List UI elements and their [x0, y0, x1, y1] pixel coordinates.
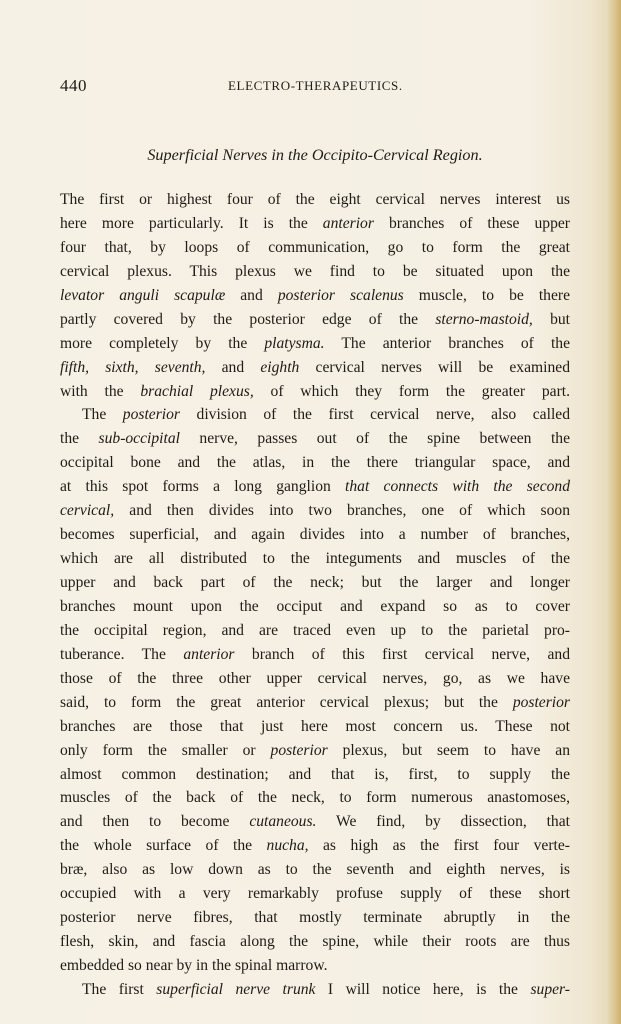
text-line	[60, 571, 570, 595]
text-run: said, to form the great anterior cervical plexus; but the	[60, 693, 513, 711]
text-line	[60, 882, 570, 906]
italic-term: fifth, sixth, seventh,	[60, 358, 206, 376]
text-line	[60, 380, 570, 404]
text-line	[60, 212, 570, 236]
text-run: at this spot forms a long ganglion	[60, 478, 346, 496]
text-run: more completely by the	[60, 334, 265, 352]
text-line	[60, 188, 570, 212]
text-run: as high as the first four verte-	[308, 837, 570, 855]
italic-term: brachial plexus,	[140, 382, 254, 400]
text-line	[60, 715, 570, 739]
running-head: ELECTRO-THERAPEUTICS.	[228, 78, 403, 93]
text-line	[60, 356, 570, 380]
text-line	[60, 595, 570, 619]
text-run: the occipital region, and are traced even up to the parietal pro-	[60, 621, 570, 639]
body-text	[60, 188, 570, 1002]
text-run: branches are those that just here most concern us. These not	[60, 717, 570, 735]
text-line	[60, 763, 570, 787]
text-run: and then to become	[60, 813, 250, 831]
text-line	[60, 332, 570, 356]
text-run: muscles of the back of the neck, to form numerous anastomoses,	[60, 789, 570, 807]
text-run: division of the first cervical nerve, also called	[179, 406, 570, 424]
text-run: branches mount upon the occiput and expand so as to cover	[60, 597, 570, 615]
text-run: The anterior branches of the	[324, 334, 570, 352]
text-run: We find, by dissection, that	[316, 813, 570, 831]
text-run: those of the three other upper cervical nerves, go, as we have	[60, 669, 570, 687]
text-run: tuberance. The	[60, 645, 184, 663]
italic-term: super-	[530, 980, 570, 998]
text-run: and then divides into two branches, one of which soon	[114, 502, 570, 520]
text-run: the	[60, 430, 99, 448]
text-line	[60, 499, 570, 523]
text-run: plexus, but seem to have an	[327, 741, 570, 759]
text-line	[60, 451, 570, 475]
text-run: occipital bone and the atlas, in the there triangular space, and	[60, 454, 570, 472]
page-number: 440	[60, 76, 87, 95]
italic-term: posterior	[122, 406, 180, 424]
text-line	[60, 930, 570, 954]
text-run: nerve, passes out of the spine between the	[179, 430, 570, 448]
text-run: embedded so near by in the spinal marrow.	[60, 957, 328, 974]
text-run: upper and back part of the neck; but the larger and longer	[60, 574, 570, 591]
section-title: Superficial Nerves in the Occipito-Cervical Region.	[147, 146, 483, 164]
italic-term: cutaneous.	[249, 813, 317, 831]
text-line	[60, 667, 570, 691]
text-run: cervical nerves will be examined	[299, 358, 570, 376]
text-run: only form the smaller or	[60, 741, 271, 759]
text-line	[60, 810, 570, 834]
text-run: occupied with a very remarkably profuse supply of these short	[60, 885, 570, 903]
text-line	[60, 834, 570, 858]
text-line	[60, 308, 570, 332]
page-edge-shadow	[607, 0, 621, 1024]
text-run: I will notice here, is the	[315, 980, 531, 998]
page-header	[60, 76, 570, 98]
italic-term: levator anguli scapulæ	[60, 286, 226, 304]
italic-term: platysma.	[264, 334, 325, 352]
text-run: branch of this first cervical nerve, and	[234, 645, 570, 663]
text-run: partly covered by the posterior edge of the	[60, 310, 436, 328]
italic-term: sterno-mastoid,	[435, 310, 533, 328]
italic-term: anterior	[322, 214, 374, 232]
italic-term: posterior scalenus	[277, 286, 404, 304]
text-line	[60, 978, 570, 1002]
text-run: becomes superficial, and again divides into a number of branches,	[60, 526, 570, 544]
italic-term: eighth	[260, 358, 300, 376]
italic-term: that connects with the second	[345, 478, 571, 496]
text-line	[60, 739, 570, 763]
text-run: and	[225, 286, 278, 304]
text-run: bræ, also as low down as to the seventh and eighth nerves, is	[60, 861, 570, 879]
text-run: here more particularly. It is the	[60, 214, 323, 232]
text-run: and	[205, 358, 261, 376]
italic-term: anterior	[183, 645, 235, 663]
text-line	[60, 906, 570, 930]
text-line	[60, 475, 570, 499]
text-run: almost common destination; and that is, first, to supply the	[60, 765, 570, 783]
text-run: which are all distributed to the integuments and muscles of the	[60, 550, 570, 568]
italic-term: cervical,	[60, 502, 115, 520]
text-run: four that, by loops of communication, go to form the great	[60, 238, 570, 256]
italic-term: superficial nerve trunk	[156, 980, 316, 998]
text-line	[60, 691, 570, 715]
italic-term: posterior	[270, 741, 328, 759]
italic-term: posterior	[512, 693, 570, 711]
text-run: but	[532, 310, 570, 328]
text-line	[60, 403, 570, 427]
text-line	[60, 786, 570, 810]
italic-term: nucha,	[266, 837, 309, 855]
text-line	[60, 619, 570, 643]
text-line	[60, 547, 570, 571]
text-run: with the	[60, 382, 141, 400]
text-run: muscle, to be there	[403, 286, 570, 304]
text-line	[60, 523, 570, 547]
text-run: of which they form the greater part.	[253, 382, 570, 400]
text-line	[60, 236, 570, 260]
text-line	[60, 954, 570, 978]
text-line	[60, 427, 570, 451]
text-line	[60, 284, 570, 308]
text-line	[60, 260, 570, 284]
text-run: flesh, skin, and fascia along the spine, while their roots are thus	[60, 933, 570, 951]
italic-term: sub-occipital	[98, 430, 180, 448]
text-run: The	[82, 406, 123, 424]
text-run: The first	[82, 980, 157, 998]
text-run: The first or highest four of the eight cervical nerves interest us	[60, 191, 570, 208]
text-run: the whole surface of the	[60, 837, 267, 855]
text-run: cervical plexus. This plexus we find to be situated upon the	[60, 262, 570, 280]
text-line	[60, 643, 570, 667]
text-run: posterior nerve fibres, that mostly terminate abruptly in the	[60, 909, 570, 927]
text-line	[60, 858, 570, 882]
text-run: branches of these upper	[373, 214, 570, 232]
